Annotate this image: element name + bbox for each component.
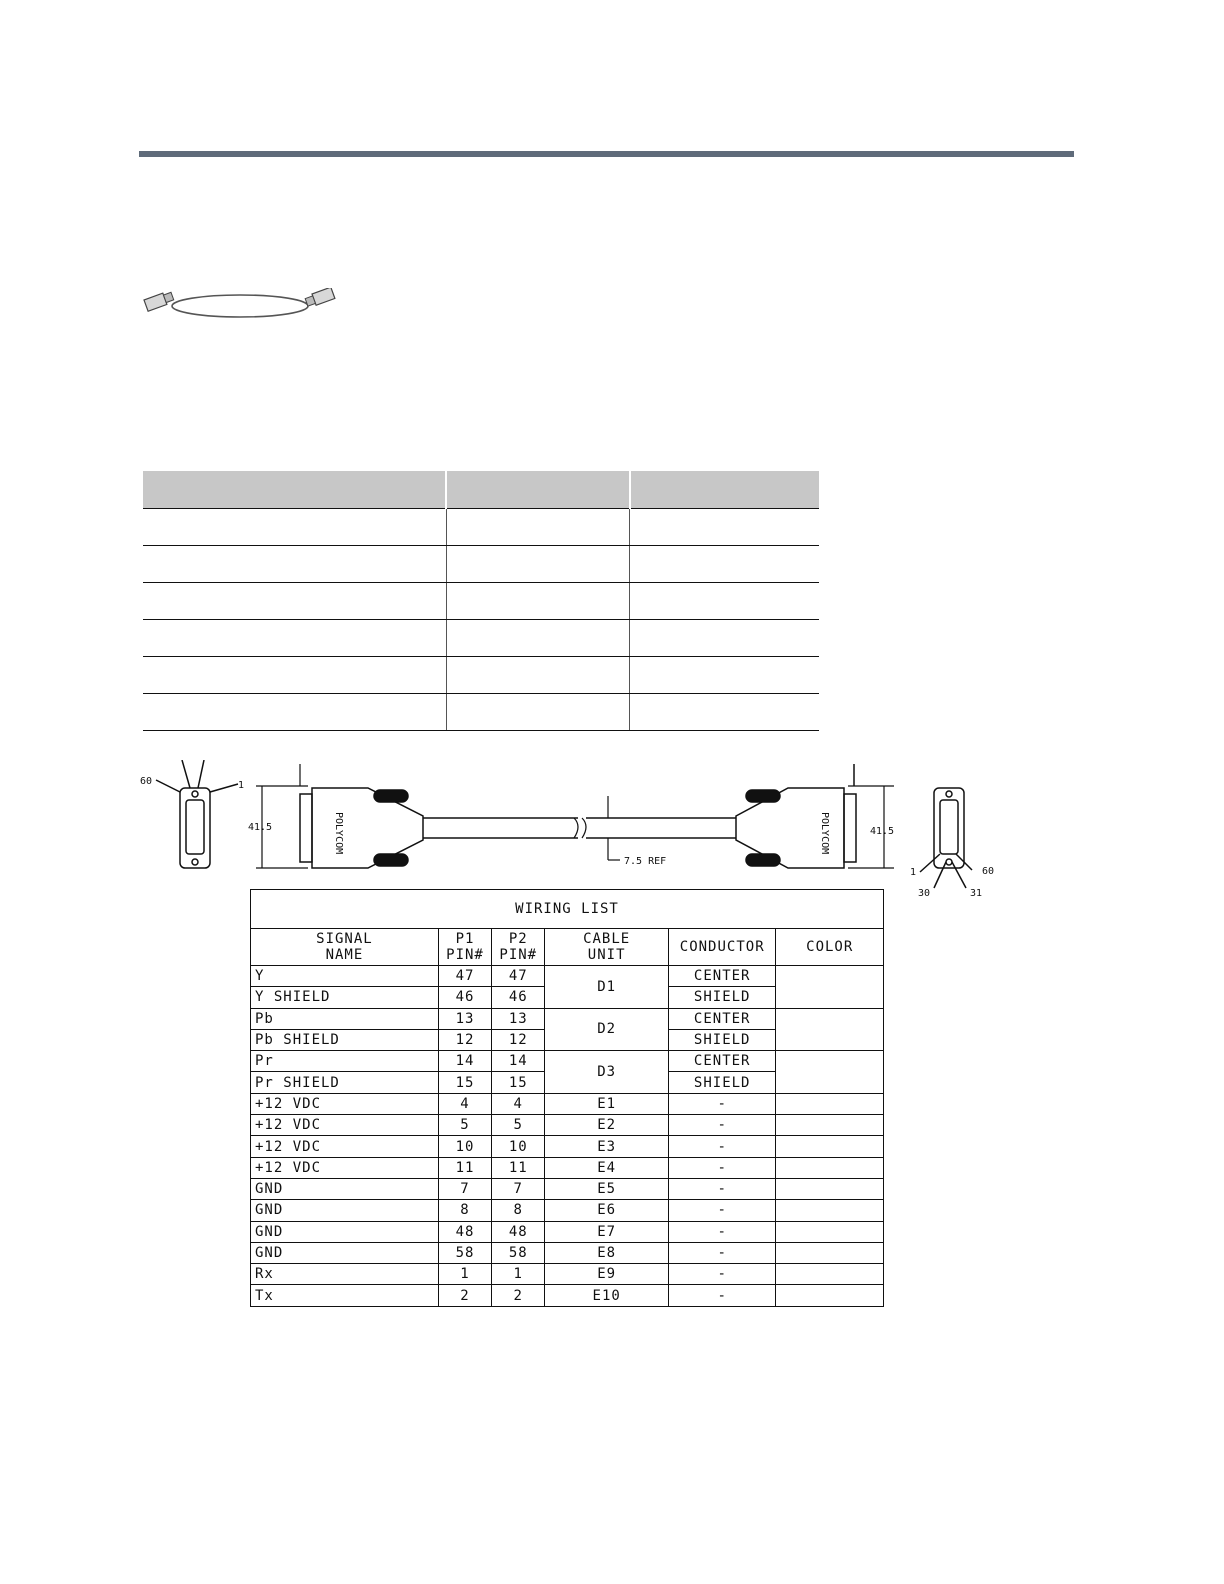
left-pin-1-label: 1 [238, 780, 245, 791]
table-row [251, 1200, 884, 1221]
signal-cell: GND [251, 1178, 439, 1199]
table-row [251, 1136, 884, 1157]
p1-cell: 2 [438, 1285, 491, 1306]
p2-cell: 47 [492, 966, 545, 987]
p2-cell: 48 [492, 1221, 545, 1242]
p2-cell: 58 [492, 1242, 545, 1263]
p1-cell: 7 [438, 1178, 491, 1199]
cable-unit-cell: E3 [545, 1136, 669, 1157]
spec-cell [446, 509, 629, 546]
wiring-list-title: WIRING LIST [251, 890, 884, 929]
conductor-cell: - [668, 1178, 776, 1199]
signal-cell: GND [251, 1200, 439, 1221]
p1-cell: 15 [438, 1072, 491, 1093]
cable-unit-cell: D3 [545, 1051, 669, 1094]
spec-cell [630, 546, 819, 583]
signal-cell: Pr SHIELD [251, 1072, 439, 1093]
right-dimension-label: 41.5 [870, 826, 895, 837]
signal-cell: +12 VDC [251, 1093, 439, 1114]
table-row [251, 1008, 884, 1029]
conductor-cell: - [668, 1093, 776, 1114]
conductor-cell: - [668, 1264, 776, 1285]
table-row [251, 966, 884, 987]
right-pin-1-label: 1 [910, 867, 917, 878]
wiring-header-row [251, 929, 884, 966]
p1-cell: 4 [438, 1093, 491, 1114]
right-connector-end-view [920, 788, 972, 888]
wiring-list-table [250, 889, 884, 1307]
cable-unit-cell: E1 [545, 1093, 669, 1114]
p2-cell: 8 [492, 1200, 545, 1221]
right-pin-31-label: 31 [970, 888, 983, 899]
p2-cell: 5 [492, 1115, 545, 1136]
signal-cell: Rx [251, 1264, 439, 1285]
left-dimension-label: 41.5 [248, 822, 273, 833]
table-row [251, 1264, 884, 1285]
spec-cell [630, 509, 819, 546]
p2-cell: 15 [492, 1072, 545, 1093]
spec-table-header-row [143, 471, 819, 509]
cable-unit-cell: E9 [545, 1264, 669, 1285]
spec-table-row [143, 694, 819, 731]
cable-unit-cell: E10 [545, 1285, 669, 1306]
color-cell [776, 1200, 884, 1221]
spec-cell [143, 694, 446, 731]
p2-cell: 4 [492, 1093, 545, 1114]
p1-cell: 58 [438, 1242, 491, 1263]
spec-cell [446, 657, 629, 694]
spec-header-3 [630, 471, 819, 509]
signal-cell: Tx [251, 1285, 439, 1306]
color-cell [776, 1051, 884, 1094]
p1-cell: 10 [438, 1136, 491, 1157]
conductor-header: CONDUCTOR [668, 929, 776, 966]
color-cell [776, 1221, 884, 1242]
left-brand-label: POLYCOM [333, 812, 344, 855]
p2-cell: 14 [492, 1051, 545, 1072]
spec-cell [630, 694, 819, 731]
conductor-cell: - [668, 1157, 776, 1178]
table-row [251, 1115, 884, 1136]
cable-unit-header: CABLE UNIT [545, 929, 669, 966]
conductor-cell: - [668, 1136, 776, 1157]
spec-cell [446, 583, 629, 620]
signal-cell: Pb [251, 1008, 439, 1029]
color-cell [776, 1285, 884, 1306]
cable-unit-cell: E2 [545, 1115, 669, 1136]
right-connector-side-view [586, 764, 856, 868]
cable-unit-cell: D2 [545, 1008, 669, 1051]
conductor-cell: SHIELD [668, 987, 776, 1008]
spec-table-row [143, 657, 819, 694]
cable-mechanical-drawing [138, 760, 1008, 905]
table-row [251, 1242, 884, 1263]
signal-cell: Y SHIELD [251, 987, 439, 1008]
p1-cell: 1 [438, 1264, 491, 1285]
spec-table-row [143, 620, 819, 657]
p1-cell: 14 [438, 1051, 491, 1072]
table-row [251, 1157, 884, 1178]
p1-cell: 5 [438, 1115, 491, 1136]
spec-cell [446, 620, 629, 657]
left-pin-60-label: 60 [140, 776, 153, 787]
spec-cell [143, 620, 446, 657]
table-row [251, 1093, 884, 1114]
conductor-cell: - [668, 1200, 776, 1221]
table-row [251, 1221, 884, 1242]
color-cell [776, 1264, 884, 1285]
conductor-cell: CENTER [668, 966, 776, 987]
cable-unit-cell: E5 [545, 1178, 669, 1199]
table-row [251, 1178, 884, 1199]
conductor-cell: SHIELD [668, 1072, 776, 1093]
signal-cell: Pb SHIELD [251, 1029, 439, 1050]
signal-name-header: SIGNAL NAME [251, 929, 439, 966]
table-row [251, 1051, 884, 1072]
right-pin-30-label: 30 [918, 888, 931, 899]
color-cell [776, 1157, 884, 1178]
p2-cell: 46 [492, 987, 545, 1008]
conductor-cell: CENTER [668, 1008, 776, 1029]
spec-cell [143, 657, 446, 694]
p1-cell: 13 [438, 1008, 491, 1029]
spec-cell [630, 620, 819, 657]
conductor-cell: - [668, 1115, 776, 1136]
signal-cell: Pr [251, 1051, 439, 1072]
p2-cell: 7 [492, 1178, 545, 1199]
p1-cell: 47 [438, 966, 491, 987]
cable-unit-cell: E7 [545, 1221, 669, 1242]
spec-cell [630, 583, 819, 620]
spec-header-2 [446, 471, 629, 509]
header-rule [139, 151, 1074, 157]
cable-break [574, 796, 620, 860]
conductor-cell: SHIELD [668, 1029, 776, 1050]
p1-cell: 12 [438, 1029, 491, 1050]
signal-cell: Y [251, 966, 439, 987]
spec-table-row [143, 583, 819, 620]
cable-unit-cell: E4 [545, 1157, 669, 1178]
spec-cell [630, 657, 819, 694]
signal-cell: GND [251, 1242, 439, 1263]
right-pin-60-label: 60 [982, 866, 995, 877]
signal-cell: +12 VDC [251, 1115, 439, 1136]
p1-cell: 48 [438, 1221, 491, 1242]
color-cell [776, 1136, 884, 1157]
conductor-cell: - [668, 1285, 776, 1306]
conductor-cell: CENTER [668, 1051, 776, 1072]
spec-table-row [143, 509, 819, 546]
color-cell [776, 1242, 884, 1263]
p2-cell: 13 [492, 1008, 545, 1029]
color-cell [776, 966, 884, 1009]
specification-table [143, 471, 819, 731]
p2-cell: 12 [492, 1029, 545, 1050]
p2-pin-header: P2 PIN# [492, 929, 545, 966]
p2-cell: 11 [492, 1157, 545, 1178]
color-header: COLOR [776, 929, 884, 966]
p1-pin-header: P1 PIN# [438, 929, 491, 966]
spec-cell [446, 694, 629, 731]
right-brand-label: POLYCOM [819, 812, 830, 855]
p1-cell: 8 [438, 1200, 491, 1221]
left-connector-end-view [156, 760, 238, 868]
p1-cell: 11 [438, 1157, 491, 1178]
p2-cell: 10 [492, 1136, 545, 1157]
spec-cell [143, 546, 446, 583]
cable-unit-cell: D1 [545, 966, 669, 1009]
signal-cell: +12 VDC [251, 1157, 439, 1178]
diameter-ref-label: 7.5 REF [624, 856, 667, 867]
p2-cell: 1 [492, 1264, 545, 1285]
spec-header-1 [143, 471, 446, 509]
conductor-cell: - [668, 1221, 776, 1242]
p2-cell: 2 [492, 1285, 545, 1306]
conductor-cell: - [668, 1242, 776, 1263]
signal-cell: GND [251, 1221, 439, 1242]
signal-cell: +12 VDC [251, 1136, 439, 1157]
cable-unit-cell: E8 [545, 1242, 669, 1263]
color-cell [776, 1178, 884, 1199]
spec-cell [143, 583, 446, 620]
spec-table-row [143, 546, 819, 583]
color-cell [776, 1008, 884, 1051]
spec-cell [143, 509, 446, 546]
cable-unit-cell: E6 [545, 1200, 669, 1221]
table-row [251, 1285, 884, 1306]
cable-thumbnail-image [140, 288, 336, 324]
color-cell [776, 1093, 884, 1114]
color-cell [776, 1115, 884, 1136]
p1-cell: 46 [438, 987, 491, 1008]
spec-cell [446, 546, 629, 583]
